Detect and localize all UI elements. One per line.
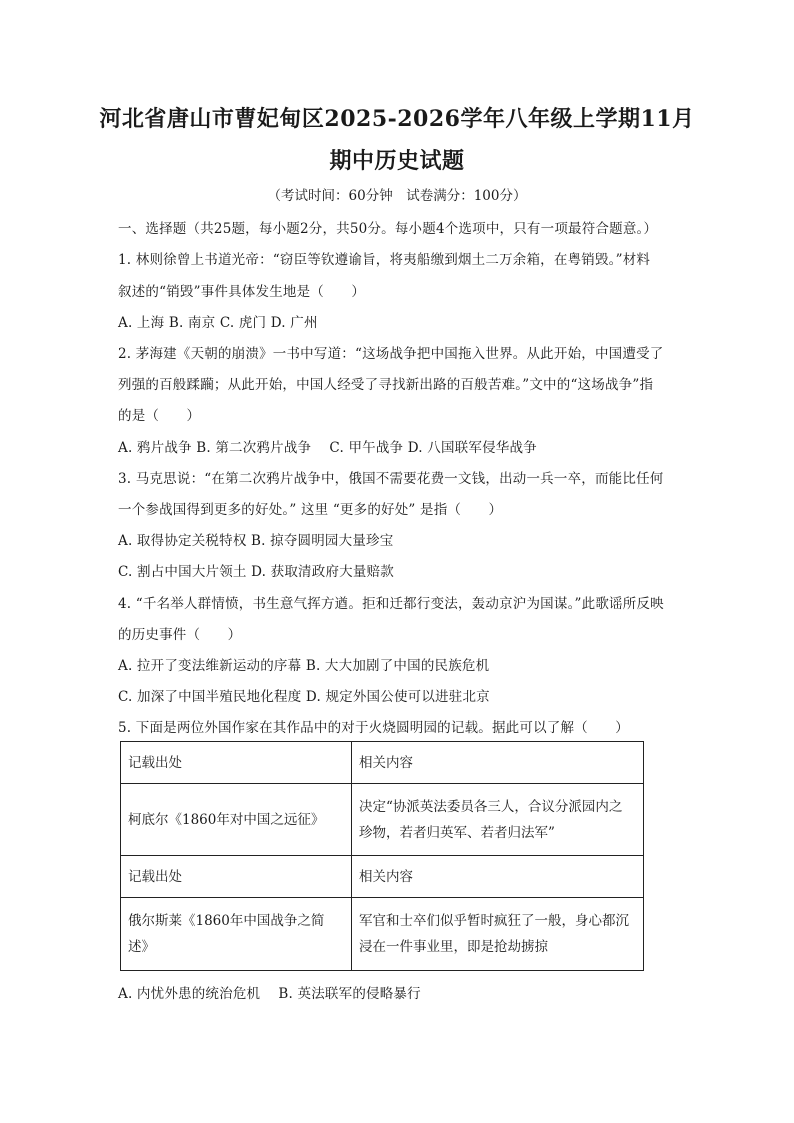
table-cell-content: 相关内容 bbox=[352, 856, 644, 898]
exam-title-line2: 期中历史试题 bbox=[329, 148, 465, 174]
table-cell-source: 记载出处 bbox=[121, 856, 352, 898]
question-1-line-1: 1. 林则徐曾上书道光帝：“窃臣等钦遵谕旨，将夷船缴到烟土二万余箱，在粤销毁。”材料 bbox=[118, 252, 651, 268]
table-cell-content: 相关内容 bbox=[352, 742, 644, 784]
table-cell-content-line: 军官和士卒们似乎暂时疯狂了一般，身心都沉 bbox=[359, 913, 629, 929]
section-heading: 一、选择题（共25题，每小题2分，共50分。每小题4个选项中，只有一项最符合题意。） bbox=[118, 221, 658, 237]
question-1-options: A. 上海 B. 南京 C. 虎门 D. 广州 bbox=[118, 315, 318, 331]
table-cell-source: 柯底尔《1860年对中国之远征》 bbox=[121, 784, 352, 856]
exam-info: （考试时间：60分钟 试卷满分：100分） bbox=[267, 188, 527, 204]
table-row bbox=[121, 742, 644, 784]
table-cell-content bbox=[352, 784, 644, 856]
question-1-line-2: 叙述的“销毁”事件具体发生地是（ ） bbox=[118, 284, 366, 300]
question-5-table bbox=[120, 741, 644, 971]
table-row bbox=[121, 784, 644, 856]
question-2-line-2: 列强的百般蹂躏；从此开始，中国人经受了寻找新出路的百般苦难。”文中的“这场战争”指 bbox=[118, 377, 654, 393]
question-4-options-ab: A. 拉开了变法维新运动的序幕 B. 大大加剧了中国的民族危机 bbox=[118, 658, 490, 674]
question-5-options: A. 内忧外患的统治危机 B. 英法联军的侵略暴行 bbox=[118, 986, 421, 1002]
table-cell-source: 记载出处 bbox=[121, 742, 352, 784]
table-cell-content-line: 决定“协派英法委员各三人，合议分派园内之 bbox=[359, 798, 623, 815]
question-2-options: A. 鸦片战争 B. 第二次鸦片战争 C. 甲午战争 D. 八国联军侵华战争 bbox=[118, 440, 537, 456]
question-3-line-2: 一个参战国得到更多的好处。” 这里 “更多的好处” 是指（ ） bbox=[118, 502, 503, 518]
table-row bbox=[121, 856, 644, 898]
table-cell-source: 俄尔斯莱《1860年中国战争之简述》 bbox=[121, 898, 352, 971]
question-3-line-1: 3. 马克思说：“在第二次鸦片战争中，俄国不需要花费一文钱，出动一兵一卒，而能比任何 bbox=[118, 471, 664, 487]
question-3-options-ab: A. 取得协定关税特权 B. 掠夺圆明园大量珍宝 bbox=[118, 533, 394, 549]
question-4-line-1: 4. “千名举人群情愤，书生意气挥方遒。拒和迁都行变法，轰动京沪为国谋。”此歌谣所反映 bbox=[118, 596, 664, 612]
table-cell-content-line: 珍物，若者归英军、若者归法军” bbox=[359, 824, 555, 841]
question-3-options-cd: C. 割占中国大片领土 D. 获取清政府大量赔款 bbox=[118, 564, 394, 580]
question-5-line-1: 5. 下面是两位外国作家在其作品中的对于火烧圆明园的记载。据此可以了解（ ） bbox=[118, 720, 629, 736]
exam-title-line1: 河北省唐山市曹妃甸区2025-2026学年八年级上学期11月 bbox=[99, 106, 695, 132]
question-4-options-cd: C. 加深了中国半殖民地化程度 D. 规定外国公使可以进驻北京 bbox=[118, 689, 490, 705]
question-2-line-1: 2. 茅海建《天朝的崩溃》一书中写道：“这场战争把中国拖入世界。从此开始，中国遭受了 bbox=[118, 346, 664, 362]
table-cell-content-line: 浸在一件事业里，即是抢劫掳掠 bbox=[359, 939, 548, 955]
question-4-line-2: 的历史事件（ ） bbox=[118, 627, 242, 643]
question-2-line-3: 的是（ ） bbox=[118, 408, 201, 424]
table-cell-content bbox=[352, 898, 644, 971]
table-row bbox=[121, 898, 644, 971]
